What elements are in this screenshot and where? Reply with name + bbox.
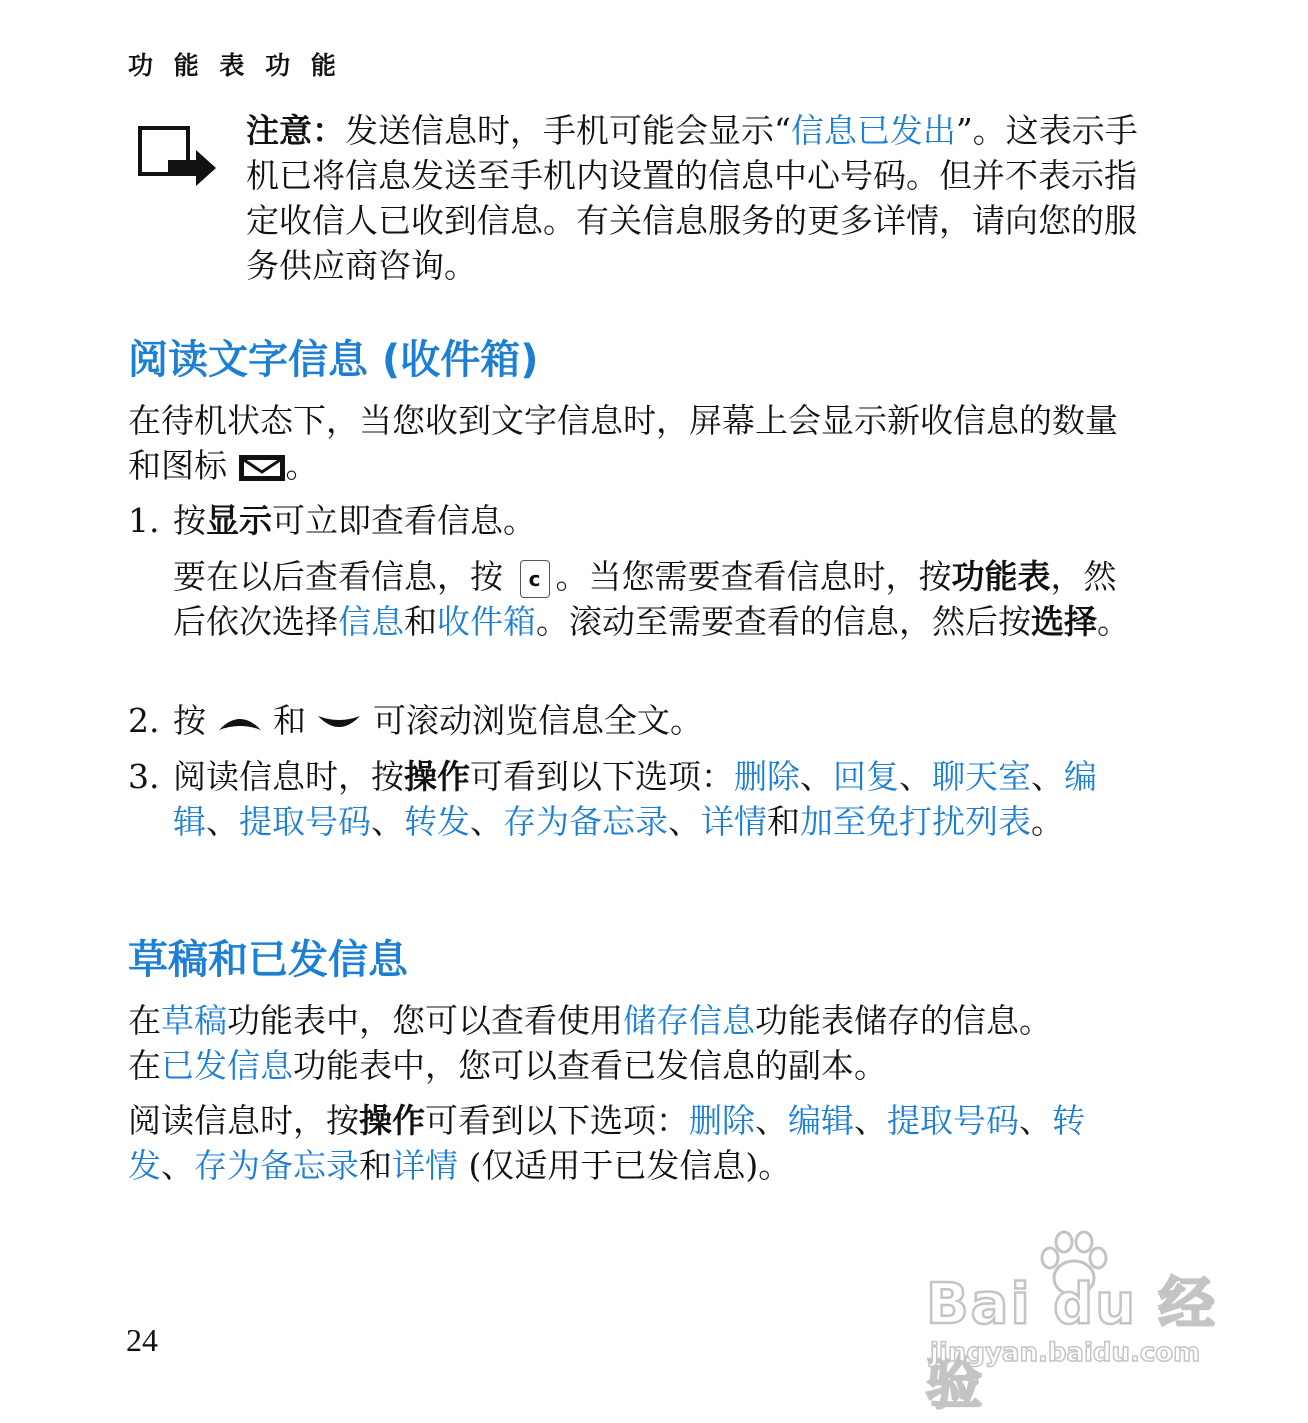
para-text: 。	[1097, 602, 1130, 641]
separator: 、	[800, 757, 833, 796]
para-text: 。当您需要查看信息时，按	[555, 557, 952, 596]
option-save-as-note[interactable]: 存为备忘录	[194, 1146, 359, 1185]
option-forward[interactable]: 转发	[128, 1101, 1085, 1185]
option-delete[interactable]: 删除	[734, 757, 800, 796]
menu-softkey[interactable]: 功能表	[951, 557, 1051, 596]
save-message-link[interactable]: 储存信息	[623, 1001, 755, 1040]
watermark-url: jingyan.baidu.com	[930, 1338, 1201, 1368]
separator: 、	[854, 1101, 887, 1140]
para-text: 。滚动至需要查看的信息，然后按	[536, 602, 1031, 641]
separator: 、	[1019, 1101, 1052, 1140]
watermark-brand: Bai du 经验	[926, 1272, 1217, 1417]
option-delete[interactable]: 删除	[689, 1101, 755, 1140]
para-text: 要在以后查看信息，按	[173, 557, 514, 596]
separator: 、	[470, 802, 503, 841]
option-edit[interactable]: 编辑	[788, 1101, 854, 1140]
view-later-paragraph	[173, 554, 1148, 644]
step-text-end: 。	[1031, 802, 1064, 841]
select-softkey[interactable]: 选择	[1031, 602, 1097, 641]
para-text: 阅读信息时，按	[128, 1101, 359, 1140]
option-details[interactable]: 详情	[701, 802, 767, 841]
option-extract-number[interactable]: 提取号码	[887, 1101, 1019, 1140]
step-number: 1.	[128, 501, 160, 540]
option-add-to-blocklist[interactable]: 加至免打扰列表	[800, 802, 1031, 841]
separator: 、	[206, 802, 239, 841]
inbox-intro	[128, 398, 1148, 488]
softkey-show[interactable]: 显示	[206, 501, 272, 540]
sent-messages-link[interactable]: 已发信息	[161, 1046, 293, 1085]
note-label: 注意：	[246, 111, 345, 150]
separator: 、	[1031, 757, 1064, 796]
step-text: 可滚动浏览信息全文。	[362, 701, 703, 740]
option-reply[interactable]: 回复	[833, 757, 899, 796]
step-text: 按	[173, 501, 206, 540]
status-text-link[interactable]: 信息已发出	[790, 111, 956, 150]
step-text: 可立即查看信息。	[272, 501, 536, 540]
step-text: 可看到以下选项：	[470, 757, 734, 796]
para-text: 在	[128, 1046, 161, 1085]
conjunction: 和	[767, 802, 800, 841]
note-text-part: ”。这表示手机已将信息发送至手机内设置的信息中心号码。但并不表示指定收信人已收到信息。有关信息服务的更多详情，请向您的服务供应商咨询。	[246, 111, 1138, 285]
page-number: 24	[126, 1322, 158, 1358]
options-softkey[interactable]: 操作	[359, 1101, 425, 1140]
intro-text-end: 。	[285, 446, 319, 485]
scroll-down-icon	[316, 712, 362, 734]
drafts-paragraph	[128, 998, 1148, 1088]
para-text: 功能表中，您可以查看已发信息的副本。	[293, 1046, 887, 1085]
separator: 、	[899, 757, 932, 796]
options-softkey[interactable]: 操作	[404, 757, 470, 796]
section-title-inbox: 阅读文字信息 (收件箱)	[128, 337, 539, 383]
option-chat[interactable]: 聊天室	[932, 757, 1031, 796]
separator: 、	[755, 1101, 788, 1140]
step-number: 3.	[128, 757, 160, 796]
inbox-link[interactable]: 收件箱	[437, 602, 536, 641]
para-text: ，然后依次选择	[173, 557, 1117, 641]
step-text: 和	[262, 701, 317, 740]
para-text: 功能表储存的信息。	[755, 1001, 1052, 1040]
option-forward[interactable]: 转发	[404, 802, 470, 841]
separator: 、	[161, 1146, 194, 1185]
note-text-part: 发送信息时，手机可能会显示“	[345, 111, 791, 150]
note-text	[246, 108, 1146, 288]
section-title-drafts-sent: 草稿和已发信息	[128, 937, 408, 983]
step-number: 2.	[128, 701, 160, 740]
option-extract-number[interactable]: 提取号码	[239, 802, 371, 841]
envelope-icon	[238, 454, 286, 482]
separator: 、	[668, 802, 701, 841]
messages-link[interactable]: 信息	[338, 602, 404, 641]
option-save-as-note[interactable]: 存为备忘录	[503, 802, 668, 841]
note-hand-icon	[138, 126, 218, 188]
step-text: 阅读信息时，按	[173, 757, 404, 796]
option-edit[interactable]: 编辑	[173, 757, 1097, 841]
clear-key-icon: c	[520, 560, 550, 598]
option-details[interactable]: 详情	[392, 1146, 458, 1185]
para-text: 在	[128, 1001, 161, 1040]
drafts-link[interactable]: 草稿	[161, 1001, 227, 1040]
conjunction: 和	[359, 1146, 392, 1185]
step-text: 按	[173, 701, 217, 740]
baidu-watermark	[926, 1230, 1236, 1417]
para-text-end: (仅适用于已发信息)。	[458, 1146, 792, 1185]
para-text: 可看到以下选项：	[425, 1101, 689, 1140]
sent-options-paragraph	[128, 1098, 1148, 1188]
running-header: 功 能 表 功 能	[128, 51, 342, 80]
scroll-up-icon	[217, 712, 263, 734]
intro-text: 在待机状态下，当您收到文字信息时，屏幕上会显示新收信息的数量和图标	[128, 401, 1118, 485]
para-text: 功能表中，您可以查看使用	[227, 1001, 623, 1040]
para-text: 和	[404, 602, 437, 641]
separator: 、	[371, 802, 404, 841]
